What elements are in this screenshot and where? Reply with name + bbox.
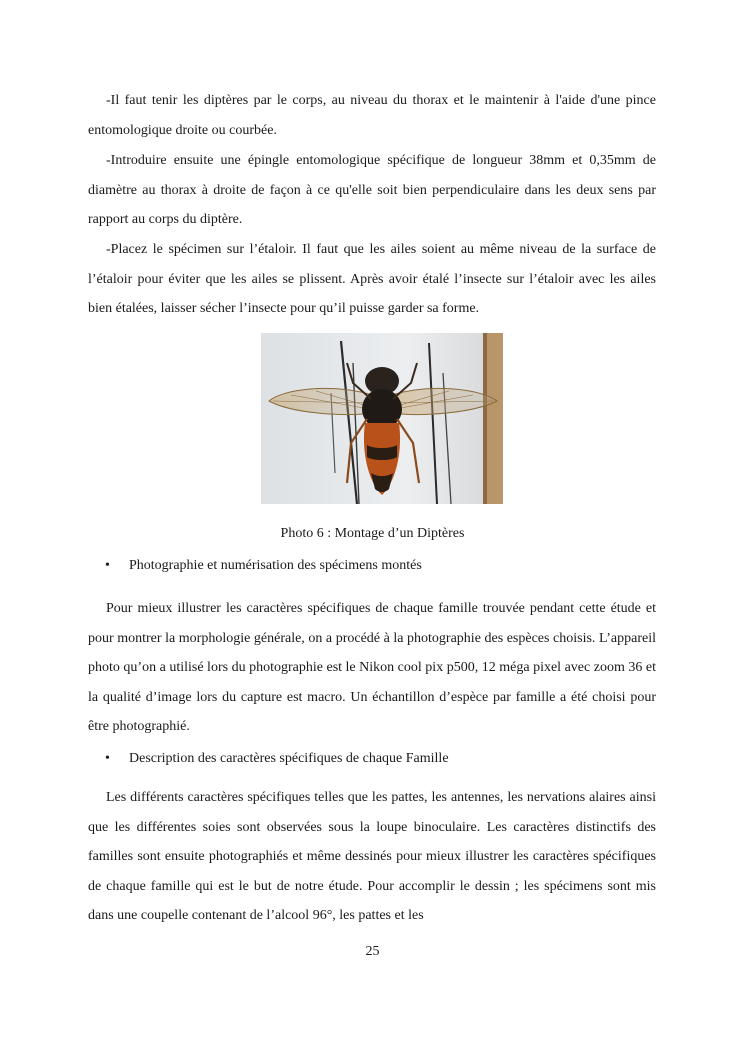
paragraph-pin-handling: -Il faut tenir les diptères par le corps, au niveau du thorax et le maintenir à l'aide d'une pince entomologique droite ou courbée. <box>88 93 656 138</box>
specimen-photo <box>261 333 503 504</box>
paragraph-photography: Pour mieux illustrer les caractères spécifiques de chaque famille trouvée pendant cette étude et pour montrer la morphologie générale, on a procédé à la photographie des espèces choisis. L’appareil photo qu’on a utilisé lors du photographie est le Nikon cool pix p500, 12 méga pixel avec zoom 36 et la qualité d’image lors du capture est macro. Un échantillon d’espèce par famille a été choisi pour être photographié. <box>88 601 656 734</box>
bullet-label: Description des caractères spécifiques de chaque Famille <box>129 751 449 766</box>
figure-caption: Photo 6 : Montage d’un Diptères <box>280 526 465 541</box>
bullet-label: Photographie et numérisation des spécimens montés <box>129 558 422 573</box>
mounted-fly-image <box>261 333 503 504</box>
paragraph-spreading-board: -Placez le spécimen sur l’étaloir. Il faut que les ailes soient au même niveau de la surface de l’étaloir pour éviter que les ailes se plissent. Après avoir étalé l’insecte sur l’étaloir avec les ailes bien étalées, laisser sécher l’insecte pour qu’il puisse garder sa forme. <box>88 242 656 316</box>
page-number: 25 <box>365 944 380 959</box>
paragraph-characters: Les différents caractères spécifiques telles que les pattes, les antennes, les nervations alaires ainsi que les différentes soies sont observées sous la loupe binoculaire. Les caractères distinctifs des familles sont ensuite photographiés et même dessinés pour mieux illustrer les caractères spécifiques de chaque famille qui est le but de notre étude. Pour accomplir le dessin ; les spécimens sont mis dans une coupelle contenant de l’alcool 96°, les pattes et les <box>88 790 656 923</box>
bullet-icon: • <box>105 558 110 573</box>
paragraph-pin-insertion: -Introduire ensuite une épingle entomologique spécifique de longueur 38mm et 0,35mm de diamètre au thorax à droite de façon à ce qu'elle soit bien perpendiculaire dans les deux sens par rapport au corps du diptère. <box>88 153 656 227</box>
bullet-icon: • <box>105 751 110 766</box>
